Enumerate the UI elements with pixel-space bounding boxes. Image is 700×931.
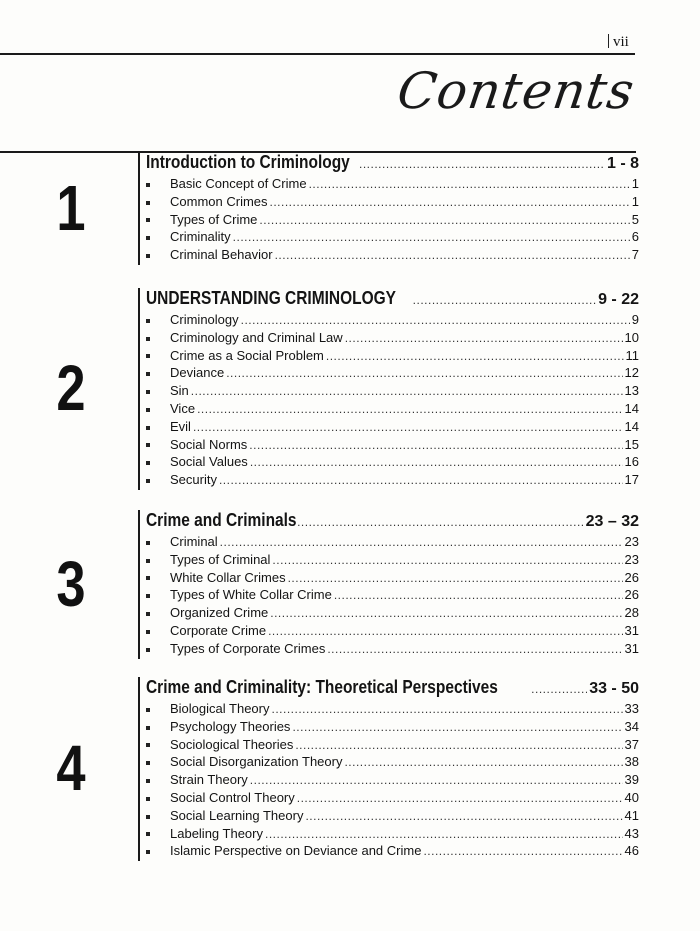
entry-page: 23 (624, 534, 639, 549)
dot-leader (226, 366, 622, 380)
toc-entry[interactable] (146, 247, 639, 265)
entry-label: Crime as a Social Problem (170, 347, 324, 363)
chapter-number: 4 (56, 732, 86, 804)
entry-label: Corporate Crime (170, 622, 267, 638)
chapter-heading[interactable] (146, 510, 639, 534)
bullet-icon (146, 354, 150, 358)
entry-page: 31 (624, 622, 639, 638)
entry-label: Vice (170, 400, 196, 416)
dot-leader (531, 682, 587, 696)
toc-entry[interactable] (146, 437, 639, 455)
bullet-icon (146, 201, 150, 205)
chapter-number: 2 (56, 352, 86, 424)
bullet-icon (146, 337, 150, 341)
toc-entry[interactable] (146, 641, 639, 659)
toc-entry[interactable] (146, 383, 639, 401)
dot-leader (271, 702, 622, 716)
entry-label: Sin (170, 383, 189, 399)
dot-leader (233, 230, 630, 244)
toc-entry[interactable] (146, 826, 639, 844)
dot-leader (423, 844, 622, 858)
chapter-page-range: 1 - 8 (606, 155, 639, 172)
bullet-icon (146, 254, 150, 258)
dot-leader (345, 331, 623, 345)
chapter-title: UNDERSTANDING CRIMINOLOGY (146, 288, 396, 308)
dot-leader (220, 535, 623, 549)
dot-leader (334, 588, 623, 602)
entry-page: 31 (624, 640, 639, 656)
chapter-page-range: 33 - 50 (589, 680, 639, 697)
bullet-icon (146, 461, 150, 465)
entry-page: 13 (624, 383, 639, 399)
bullet-icon (146, 541, 150, 545)
chapter-title: Introduction to Criminology (146, 152, 350, 172)
toc-entry[interactable] (146, 790, 639, 808)
toc-entry[interactable] (146, 401, 639, 419)
dot-leader (413, 293, 596, 307)
entry-label: Social Control Theory (170, 789, 295, 805)
chapter-heading[interactable] (146, 152, 639, 176)
dot-leader (270, 606, 622, 620)
dot-leader (297, 515, 584, 529)
toc-entry[interactable] (146, 419, 639, 437)
bullet-icon (146, 479, 150, 483)
bullet-icon (146, 815, 150, 819)
dot-leader (305, 809, 622, 823)
entry-page: 23 (624, 551, 639, 567)
toc-entry[interactable] (146, 587, 639, 605)
bullet-icon (146, 648, 150, 652)
page-number-text: vii (613, 34, 629, 50)
toc-entry[interactable] (146, 570, 639, 588)
dot-leader (259, 213, 629, 227)
toc-entry[interactable] (146, 312, 639, 330)
dot-leader (327, 642, 622, 656)
bullet-icon (146, 594, 150, 598)
bullet-icon (146, 761, 150, 765)
bullet-icon (146, 576, 150, 580)
chapter-number: 1 (56, 171, 86, 244)
entry-page: 17 (624, 472, 639, 488)
entry-label: Strain Theory (170, 772, 248, 788)
bullet-icon (146, 850, 150, 854)
entry-label: Organized Crime (170, 605, 269, 621)
bullet-icon (146, 408, 150, 412)
entry-label: Psychology Theories (170, 718, 291, 734)
entry-page: 39 (624, 772, 639, 788)
entry-page: 15 (624, 436, 639, 452)
entry-label: Sociological Theories (170, 736, 294, 752)
bullet-icon (146, 183, 150, 187)
entry-page: 28 (624, 605, 639, 621)
bullet-icon (146, 630, 150, 634)
entry-page: 9 (631, 312, 639, 327)
bullet-icon (146, 390, 150, 394)
toc-entry[interactable] (146, 534, 639, 552)
entry-page: 14 (624, 418, 639, 434)
dot-leader (193, 420, 623, 434)
toc-entry[interactable] (146, 552, 639, 570)
bullet-icon (146, 743, 150, 747)
dot-leader (197, 402, 622, 416)
toc-entry[interactable] (146, 330, 639, 348)
toc-entry[interactable] (146, 176, 639, 194)
entry-page: 12 (624, 365, 639, 381)
toc-entry[interactable] (146, 737, 639, 755)
bullet-icon (146, 797, 150, 801)
page-title: Contents (393, 62, 639, 120)
dot-leader (241, 313, 630, 327)
bullet-icon (146, 708, 150, 712)
dot-leader (265, 827, 623, 841)
chapter-entries (138, 288, 639, 490)
bullet-icon (146, 426, 150, 430)
entry-page: 37 (624, 736, 639, 752)
entry-label: Criminal Behavior (170, 247, 273, 263)
toc-entry[interactable] (146, 212, 639, 230)
dot-leader (250, 773, 623, 787)
entry-page: 38 (624, 754, 639, 770)
toc-entry[interactable] (146, 605, 639, 623)
toc-entry[interactable] (146, 365, 639, 383)
entry-page: 1 (631, 176, 639, 191)
chapter-page-range: 9 - 22 (598, 291, 639, 308)
toc-entry[interactable] (146, 701, 639, 719)
dot-leader (250, 455, 623, 469)
entry-label: Types of Crime (170, 211, 258, 227)
entry-label: Social Values (170, 454, 248, 470)
dot-leader (344, 755, 622, 769)
entry-label: Biological Theory (170, 701, 270, 716)
bullet-icon (146, 443, 150, 447)
dot-leader (275, 248, 630, 262)
entry-page: 46 (624, 843, 639, 859)
entry-label: Types of Corporate Crimes (170, 640, 326, 656)
dot-leader (268, 624, 622, 638)
entry-label: Social Norms (170, 436, 248, 452)
page-number-bar (608, 34, 609, 48)
entry-label: Evil (170, 418, 191, 434)
dot-leader (219, 473, 623, 487)
entry-label: White Collar Crimes (170, 569, 286, 585)
entry-page: 43 (624, 825, 639, 841)
bullet-icon (146, 218, 150, 222)
page-number (608, 34, 629, 51)
entry-label: Types of Criminal (170, 551, 271, 567)
entry-label: Types of White Collar Crime (170, 587, 332, 603)
entry-label: Islamic Perspective on Deviance and Crime (170, 843, 422, 859)
toc-entry[interactable] (146, 454, 639, 472)
dot-leader (191, 384, 623, 398)
entry-page: 14 (624, 400, 639, 416)
entry-label: Criminology and Criminal Law (170, 329, 343, 345)
entry-label: Deviance (170, 365, 225, 381)
entry-page: 6 (631, 229, 639, 245)
bullet-icon (146, 779, 150, 783)
entry-page: 1 (631, 193, 639, 209)
dot-leader (272, 553, 622, 567)
bullet-icon (146, 319, 150, 323)
entry-label: Labeling Theory (170, 825, 263, 841)
entry-label: Criminology (170, 312, 239, 327)
entry-page: 10 (624, 329, 639, 345)
bullet-icon (146, 236, 150, 240)
entry-label: Security (170, 472, 217, 488)
entry-page: 7 (631, 247, 639, 263)
entry-label: Social Disorganization Theory (170, 754, 343, 770)
bullet-icon (146, 726, 150, 730)
toc-entry[interactable] (146, 348, 639, 366)
dot-leader (292, 720, 622, 734)
entry-page: 40 (624, 789, 639, 805)
dot-leader (295, 738, 622, 752)
entry-label: Criminality (170, 229, 231, 245)
entry-label: Social Learning Theory (170, 807, 304, 823)
toc-entry[interactable] (146, 754, 639, 772)
chapter-heading[interactable] (146, 677, 639, 701)
chapter-entries (138, 677, 639, 861)
chapter-title: Crime and Criminals (146, 510, 297, 530)
toc-entry[interactable] (146, 194, 639, 212)
dot-leader (309, 177, 630, 191)
entry-page: 26 (624, 587, 639, 603)
dot-leader (270, 195, 630, 209)
toc-entry[interactable] (146, 808, 639, 826)
dot-leader (297, 791, 623, 805)
bullet-icon (146, 372, 150, 376)
entry-label: Basic Concept of Crime (170, 176, 307, 191)
chapter-heading[interactable] (146, 288, 639, 312)
dot-leader (326, 349, 624, 363)
entry-page: 41 (624, 807, 639, 823)
chapter-number: 3 (56, 547, 86, 620)
bullet-icon (146, 559, 150, 563)
bullet-icon (146, 612, 150, 616)
entry-page: 5 (631, 211, 639, 227)
header-rule (0, 53, 635, 55)
toc-entry[interactable] (146, 772, 639, 790)
chapter-title: Crime and Criminality: Theoretical Perspectives (146, 677, 498, 697)
entry-label: Common Crimes (170, 193, 268, 209)
toc-entry[interactable] (146, 843, 639, 861)
entry-page: 33 (624, 701, 639, 716)
entry-page: 26 (624, 569, 639, 585)
chapter-entries (138, 510, 639, 659)
entry-page: 34 (624, 718, 639, 734)
toc-entry[interactable] (146, 623, 639, 641)
dot-leader (359, 157, 605, 171)
entry-page: 11 (625, 347, 639, 363)
dot-leader (288, 571, 623, 585)
dot-leader (249, 438, 622, 452)
toc-entry[interactable] (146, 719, 639, 737)
entry-page: 16 (624, 454, 639, 470)
chapter-page-range: 23 – 32 (585, 513, 639, 530)
toc-entry[interactable] (146, 472, 639, 490)
chapter-entries (138, 152, 639, 265)
bullet-icon (146, 832, 150, 836)
entry-label: Criminal (170, 534, 218, 549)
toc-entry[interactable] (146, 229, 639, 247)
